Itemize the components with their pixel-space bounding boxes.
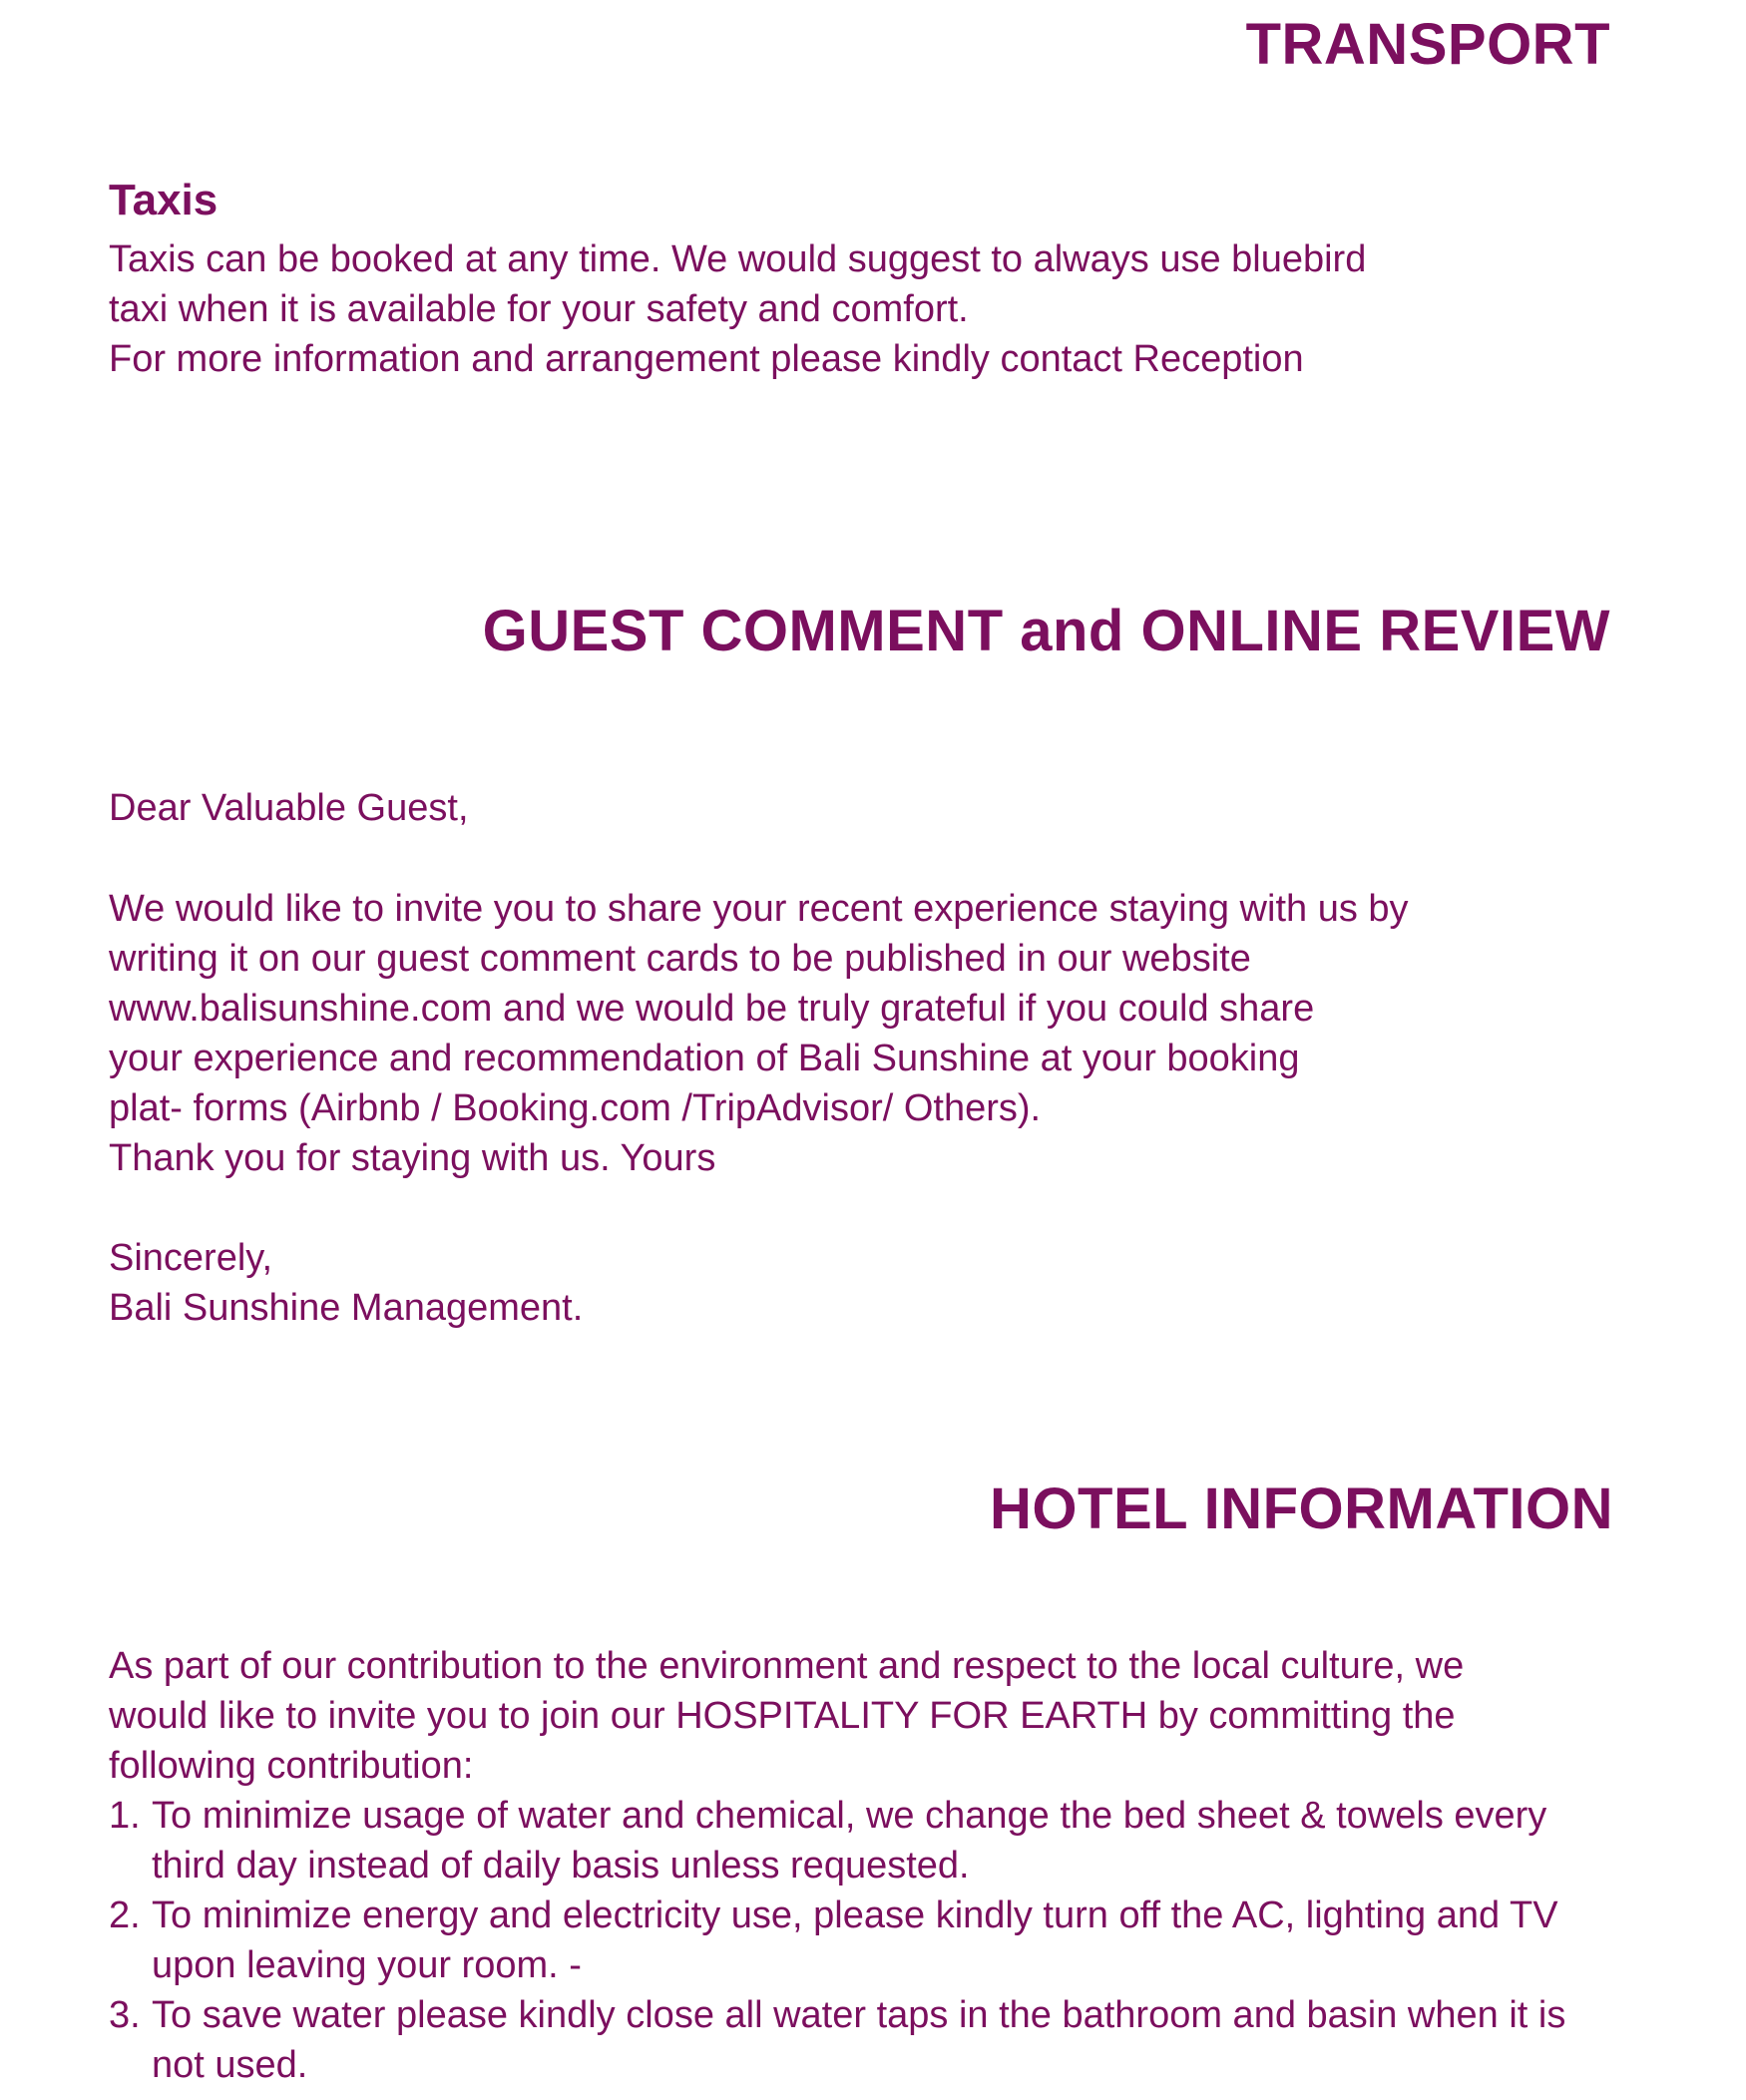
guest-greeting <box>109 783 469 833</box>
guest-comment-title: GUEST COMMENT and ONLINE REVIEW <box>482 599 1610 663</box>
hotel-information-title: HOTEL INFORMATION <box>990 1476 1613 1541</box>
invite-line: writing it on our guest comment cards to be published in our website <box>109 938 1251 980</box>
closing-line: Sincerely, <box>109 1237 273 1279</box>
invite-line: your experience and recommendation of Bali Sunshine at your booking <box>109 1038 1300 1079</box>
list-item-number: 1. <box>109 1795 141 1837</box>
list-item-line: not used. <box>152 2044 308 2086</box>
list-item-line: To save water please kindly close all water taps in the bathroom and basin when it is <box>152 1994 1566 2036</box>
list-item-line: third day instead of daily basis unless requested. <box>152 1845 970 1887</box>
intro-line: would like to invite you to join our HOSPITALITY FOR EARTH by committing the <box>109 1695 1456 1737</box>
taxis-heading: Taxis <box>109 176 218 224</box>
transport-title: TRANSPORT <box>1245 12 1610 77</box>
guest-closing <box>109 1233 583 1333</box>
guest-invite-paragraph <box>109 884 1409 1183</box>
taxis-description <box>109 234 1366 384</box>
taxis-line: taxi when it is available for your safety and comfort. <box>109 288 969 330</box>
hotel-contribution-list <box>109 1791 1685 2090</box>
intro-line: As part of our contribution to the environment and respect to the local culture, we <box>109 1645 1465 1687</box>
list-item <box>109 1990 1685 2090</box>
invite-line: www.balisunshine.com and we would be truly grateful if you could share <box>109 988 1315 1030</box>
list-item-line: upon leaving your room. - <box>152 1944 582 1986</box>
list-item-number: 3. <box>109 1994 141 2036</box>
taxis-line: Taxis can be booked at any time. We would suggest to always use bluebird <box>109 238 1367 280</box>
taxis-line: For more information and arrangement please kindly contact Reception <box>109 338 1304 380</box>
invite-line: Thank you for staying with us. Yours <box>109 1137 716 1179</box>
list-item-number: 2. <box>109 1894 141 1936</box>
list-item-line: To minimize usage of water and chemical, we change the bed sheet & towels every <box>152 1795 1547 1837</box>
list-item <box>109 1791 1685 1890</box>
invite-line: We would like to invite you to share your recent experience staying with us by <box>109 888 1409 930</box>
list-item-line: To minimize energy and electricity use, please kindly turn off the AC, lighting and TV <box>152 1894 1558 1936</box>
invite-line: plat- forms (Airbnb / Booking.com /TripAdvisor/ Others). <box>109 1087 1042 1129</box>
intro-line: following contribution: <box>109 1745 474 1787</box>
hotel-intro-paragraph <box>109 1641 1464 1791</box>
list-item <box>109 1890 1685 1990</box>
closing-line: Bali Sunshine Management. <box>109 1287 584 1329</box>
greeting-line: Dear Valuable Guest, <box>109 787 469 829</box>
